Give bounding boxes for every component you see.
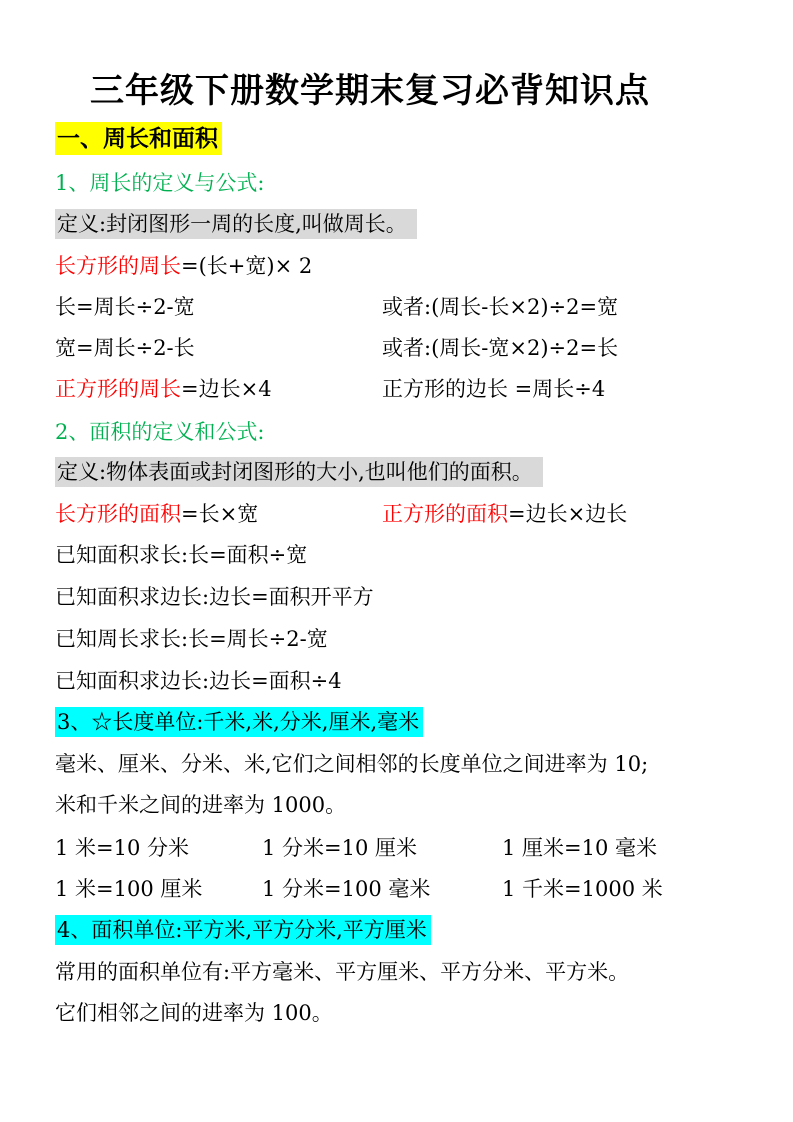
length-units-text: 米和千米之间的进率为 1000。 bbox=[55, 793, 347, 817]
page-title: 三年级下册数学期末复习必背知识点 bbox=[90, 71, 650, 111]
area-units-text: 常用的面积单位有:平方毫米、平方厘米、平方分米、平方米。 bbox=[55, 960, 630, 984]
square-perimeter-label: 正方形的周长 bbox=[55, 377, 181, 401]
square-side-formula: 正方形的边长 =周长÷4 bbox=[382, 377, 606, 401]
subheading-area-units bbox=[55, 915, 431, 945]
subheading-length-units bbox=[55, 707, 423, 737]
length-from-perimeter: 长=周长÷2-宽 bbox=[55, 295, 195, 319]
square-perimeter-formula bbox=[55, 374, 272, 404]
subheading-area: 2、面积的定义和公式: bbox=[55, 420, 265, 444]
unit-conversion: 1 厘米=10 毫米 bbox=[502, 836, 658, 860]
rect-area-expression: =长×宽 bbox=[181, 502, 259, 526]
unit-conversion: 1 千米=1000 米 bbox=[502, 877, 663, 901]
perimeter-definition-text: 定义:封闭图形一周的长度,叫做周长。 bbox=[55, 209, 417, 239]
unit-conversion: 1 分米=10 厘米 bbox=[262, 836, 418, 860]
width-from-perimeter-alt: 或者:(周长-宽×2)÷2=长 bbox=[382, 336, 619, 360]
area-units-text: 它们相邻之间的进率为 100。 bbox=[55, 1001, 333, 1025]
square-perimeter-expression: =边长×4 bbox=[181, 377, 272, 401]
rect-perimeter-formula bbox=[55, 251, 312, 281]
length-units-text: 毫米、厘米、分米、米,它们之间相邻的长度单位之间进率为 10; bbox=[55, 752, 649, 776]
area-units-heading-text: 4、面积单位:平方米,平方分米,平方厘米 bbox=[55, 915, 431, 945]
rect-area-formula bbox=[55, 499, 258, 529]
square-area-expression: =边长×边长 bbox=[508, 502, 628, 526]
length-from-perimeter-alt: 或者:(周长-长×2)÷2=宽 bbox=[382, 295, 619, 319]
square-area-formula bbox=[382, 499, 627, 529]
unit-conversion: 1 米=10 分米 bbox=[55, 836, 190, 860]
area-definition bbox=[55, 457, 543, 487]
rect-perimeter-expression: =(长+宽)× 2 bbox=[181, 254, 313, 278]
subheading-perimeter: 1、周长的定义与公式: bbox=[55, 171, 265, 195]
section-heading-perimeter-area bbox=[55, 124, 222, 154]
unit-conversion: 1 分米=100 毫米 bbox=[262, 877, 431, 901]
area-rule-line: 已知面积求长:长=面积÷宽 bbox=[55, 543, 308, 567]
section-heading-text: 一、周长和面积 bbox=[55, 122, 222, 155]
area-definition-text: 定义:物体表面或封闭图形的大小,也叫他们的面积。 bbox=[55, 457, 543, 487]
square-area-label: 正方形的面积 bbox=[382, 502, 508, 526]
area-rule-line: 已知周长求长:长=周长÷2-宽 bbox=[55, 627, 328, 651]
perimeter-definition bbox=[55, 209, 417, 239]
unit-conversion: 1 米=100 厘米 bbox=[55, 877, 203, 901]
rect-area-label: 长方形的面积 bbox=[55, 502, 181, 526]
rect-perimeter-label: 长方形的周长 bbox=[55, 254, 181, 278]
area-rule-line: 已知面积求边长:边长=面积开平方 bbox=[55, 585, 374, 609]
area-rule-line: 已知面积求边长:边长=面积÷4 bbox=[55, 669, 342, 693]
length-units-heading-text: 3、☆长度单位:千米,米,分米,厘米,毫米 bbox=[55, 707, 423, 737]
width-from-perimeter: 宽=周长÷2-长 bbox=[55, 336, 195, 360]
